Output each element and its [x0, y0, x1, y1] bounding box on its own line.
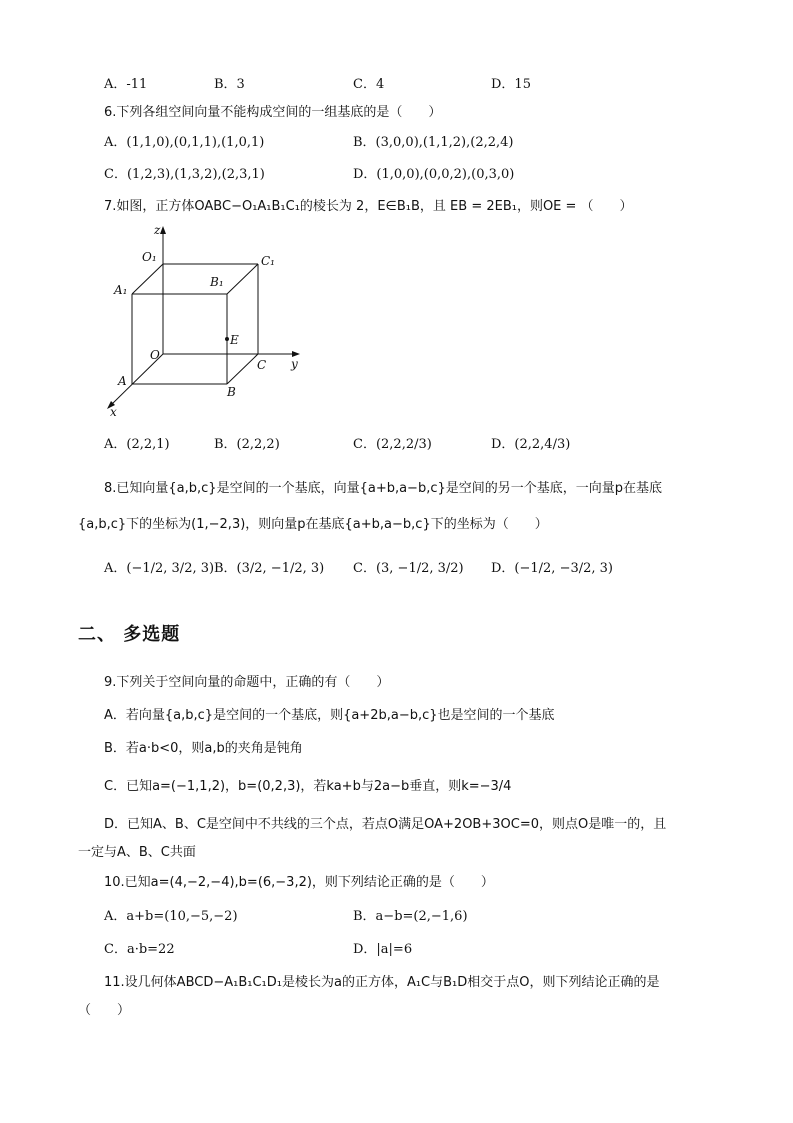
label-c1: C₁ [261, 254, 275, 268]
q5-option-b: B．3 [214, 77, 245, 92]
q7-option-a: A．(2,2,1) [104, 437, 170, 452]
q9-option-b: B．若a·b<0，则a,b的夹角是钝角 [104, 741, 303, 756]
label-a: A [118, 374, 127, 388]
q7-option-c: C．(2,2,2/3) [353, 437, 432, 452]
q10-stem: 10.已知a=(4,−2,−4),b=(6,−3,2)，则下列结论正确的是（ ） [104, 875, 494, 890]
label-o: O [150, 348, 160, 362]
label-b1: B₁ [210, 275, 224, 289]
q9-option-d-line-2: 一定与A、B、C共面 [78, 845, 196, 860]
q9-option-c: C．已知a=(−1,1,2)，b=(0,2,3)，若ka+b与2a−b垂直，则k=−3/4 [104, 779, 512, 794]
q11-line-1: 11.设几何体ABCD−A₁B₁C₁D₁是棱长为a的正方体，A₁C与B₁D相交于点O，则下列结论正确的是 [104, 975, 660, 990]
q6-option-c: C．(1,2,3),(1,3,2),(2,3,1) [104, 167, 265, 182]
q8-option-b: B．(3/2, −1/2, 3) [214, 561, 325, 576]
q6-option-d: D．(1,0,0),(0,0,2),(0,3,0) [353, 167, 515, 182]
label-o1: O₁ [142, 250, 157, 264]
q10-option-b: B．a−b=(2,−1,6) [353, 909, 468, 924]
q5-option-d: D．15 [491, 77, 531, 92]
section-heading: 二、 多选题 [78, 624, 181, 645]
q7-stem: 7.如图，正方体OABC−O₁A₁B₁C₁的棱长为 2，E∈B₁B，且 EB = 2EB₁，则OE = （ ） [104, 199, 633, 214]
q6-option-a: A．(1,1,0),(0,1,1),(1,0,1) [104, 135, 265, 150]
q9-option-d-line-1: D．已知A、B、C是空间中不共线的三个点，若点O满足OA+2OB+3OC=0，则点O是唯一的，且 [104, 817, 667, 832]
label-x: x [110, 405, 117, 418]
q8-option-c: C．(3, −1/2, 3/2) [353, 561, 464, 576]
q8-line-2: {a,b,c}下的坐标为(1,−2,3)，则向量p在基底{a+b,a−b,c}下的坐标为（ ） [78, 517, 548, 532]
q10-option-a: A．a+b=(10,−5,−2) [104, 909, 238, 924]
label-c: C [257, 358, 267, 372]
cube-figure [100, 222, 310, 418]
q5-option-a: A．-11 [104, 77, 148, 92]
q7-option-b: B．(2,2,2) [214, 437, 280, 452]
q10-option-c: C．a·b=22 [104, 942, 175, 957]
q9-option-a: A．若向量{a,b,c}是空间的一个基底，则{a+2b,a−b,c}也是空间的一个基底 [104, 708, 555, 723]
q9-stem: 9.下列关于空间向量的命题中，正确的有（ ） [104, 675, 390, 690]
q8-option-a: A．(−1/2, 3/2, 3) [104, 561, 215, 576]
label-a1: A₁ [114, 283, 128, 297]
q6-option-b: B．(3,0,0),(1,1,2),(2,2,4) [353, 135, 514, 150]
q6-stem: 6.下列各组空间向量不能构成空间的一组基底的是（ ） [104, 105, 442, 120]
label-z: z [154, 223, 161, 237]
label-e: E [230, 333, 239, 347]
label-y: y [291, 357, 298, 371]
q10-option-d: D．|a|=6 [353, 942, 413, 957]
label-b: B [227, 385, 236, 399]
q7-option-d: D．(2,2,4/3) [491, 437, 571, 452]
q11-line-2: （ ） [78, 1003, 131, 1018]
q8-option-d: D．(−1/2, −3/2, 3) [491, 561, 613, 576]
q5-option-c: C．4 [353, 77, 385, 92]
q8-line-1: 8.已知向量{a,b,c}是空间的一个基底，向量{a+b,a−b,c}是空间的另一个基底，一向量p在基底 [104, 481, 663, 496]
